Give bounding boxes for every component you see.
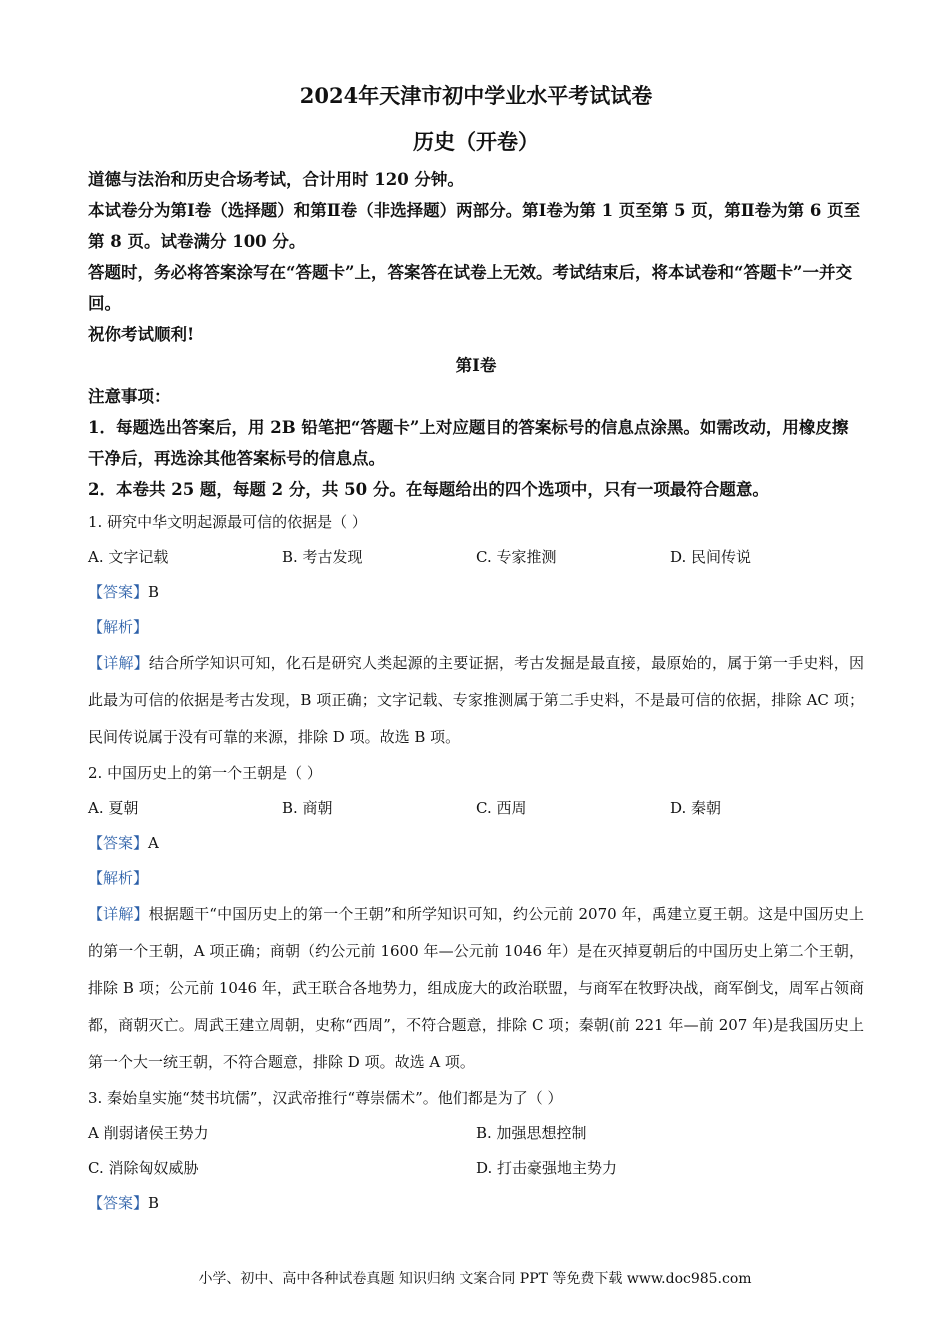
detail-paragraph bbox=[88, 645, 864, 756]
answer-value: A bbox=[148, 834, 159, 852]
option: A 削弱诸侯王势力 bbox=[88, 1124, 209, 1142]
option: C. 消除匈奴威胁 bbox=[88, 1159, 199, 1177]
option: D. 秦朝 bbox=[670, 799, 722, 817]
page-footer: 小学、初中、高中各种试卷真题 知识归纳 文案合同 PPT 等免费下载 www.doc985.com bbox=[198, 1271, 752, 1287]
analysis-tag: 【解析】 bbox=[88, 618, 149, 636]
option: B. 考古发现 bbox=[282, 548, 363, 566]
answer-value: B bbox=[148, 583, 160, 601]
question-options bbox=[88, 791, 864, 826]
intro-line-structure: 本试卷分为第Ⅰ卷（选择题）和第Ⅱ卷（非选择题）两部分。第Ⅰ卷为第 1 页至第 5 页，第Ⅱ卷为第 6 页至第 8 页。试卷满分 100 分。 bbox=[88, 201, 861, 251]
notice-item: 1．每题选出答案后，用 2B 铅笔把“答题卡”上对应题目的答案标号的信息点涂黑。如需改动，用橡皮擦干净后，再选涂其他答案标号的信息点。 bbox=[88, 418, 849, 468]
notice-item: 2．本卷共 25 题，每题 2 分，共 50 分。在每题给出的四个选项中，只有一项最符合题意。 bbox=[88, 480, 769, 499]
detail-tag: 【详解】 bbox=[88, 905, 149, 923]
answer-tag: 【答案】 bbox=[88, 583, 149, 601]
detail-text: 根据题干“中国历史上的第一个王朝”和所学知识可知，约公元前 2070 年，禹建立夏王朝。这是中国历史上的第一个王朝，A 项正确；商朝（约公元前 1600 年—公元前 1046 年）是在灭掉夏朝后的中国历史上第二个王朝，排除 B 项；公元前 1046 年，武王联合各地势力，组成庞大的政治联盟，与商军在牧野决战，商军倒戈，周军占领商都，商朝灭亡。周武王建立周朝，史称“西周”，不符合题意，排除 C 项；秦朝(前 221 年—前 207 年)是我国历史上第一个大一统王朝，不符合题意，排除 D 项。故选 A 项。 bbox=[88, 905, 864, 1071]
section-title: 第Ⅰ卷 bbox=[455, 356, 497, 375]
intro-line-wish: 祝你考试顺利! bbox=[88, 325, 195, 344]
detail-tag: 【详解】 bbox=[88, 654, 149, 672]
answer-value: B bbox=[148, 1194, 160, 1212]
analysis-line bbox=[88, 610, 864, 645]
exam-subtitle: 历史（开卷） bbox=[413, 129, 539, 154]
analysis-line bbox=[88, 861, 864, 896]
intro-line-time: 道德与法治和历史合场考试，合计用时 120 分钟。 bbox=[88, 170, 464, 189]
question-stem: 3. 秦始皇实施“焚书坑儒”，汉武帝推行“尊崇儒术”。他们都是为了（ ） bbox=[88, 1089, 563, 1107]
option: C. 专家推测 bbox=[476, 548, 557, 566]
exam-title: 2024年天津市初中学业水平考试试卷 bbox=[299, 83, 653, 108]
answer-tag: 【答案】 bbox=[88, 1194, 149, 1212]
answer-line bbox=[88, 1186, 864, 1221]
option: D. 打击豪强地主势力 bbox=[476, 1159, 618, 1177]
notice-heading: 注意事项： bbox=[88, 387, 171, 406]
answer-line bbox=[88, 575, 864, 610]
question-options bbox=[88, 540, 864, 575]
analysis-tag: 【解析】 bbox=[88, 869, 149, 887]
option: B. 加强思想控制 bbox=[476, 1124, 587, 1142]
answer-tag: 【答案】 bbox=[88, 834, 149, 852]
option: D. 民间传说 bbox=[670, 548, 752, 566]
option: A. 夏朝 bbox=[88, 799, 139, 817]
option: B. 商朝 bbox=[282, 799, 333, 817]
exam-page bbox=[88, 80, 864, 1221]
answer-line bbox=[88, 826, 864, 861]
question-options bbox=[88, 1116, 864, 1186]
question-stem: 2. 中国历史上的第一个王朝是（ ） bbox=[88, 764, 322, 782]
detail-text: 结合所学知识可知，化石是研究人类起源的主要证据，考古发掘是最直接，最原始的，属于第一手史料，因此最为可信的依据是考古发现，B 项正确；文字记载、专家推测属于第二手史料，不是最可信的依据，排除 AC 项；民间传说属于没有可靠的来源，排除 D 项。故选 B 项。 bbox=[88, 654, 864, 746]
question-stem: 1. 研究中华文明起源最可信的依据是（ ） bbox=[88, 513, 367, 531]
intro-line-instructions: 答题时，务必将答案涂写在“答题卡”上，答案答在试卷上无效。考试结束后，将本试卷和“答题卡”一并交回。 bbox=[88, 263, 852, 313]
detail-paragraph bbox=[88, 896, 864, 1081]
option: A. 文字记载 bbox=[88, 548, 169, 566]
option: C. 西周 bbox=[476, 799, 527, 817]
